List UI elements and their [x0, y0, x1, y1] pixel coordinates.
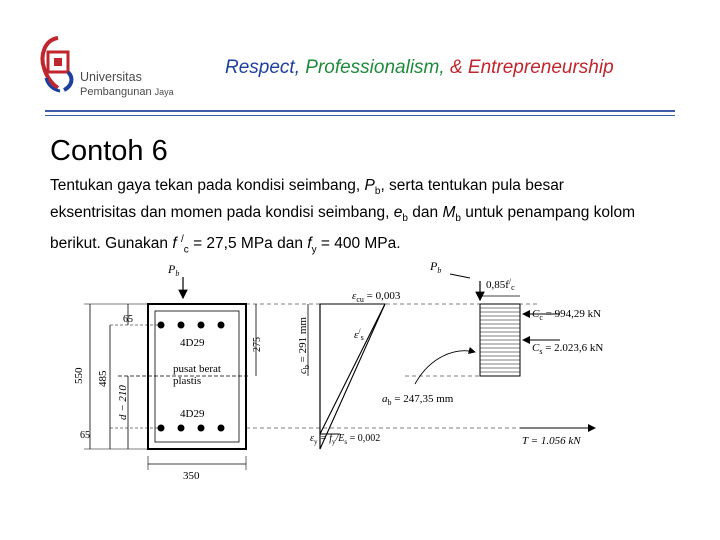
es-prime-label: $\varepsilon^/_s$	[354, 327, 364, 342]
dim-550-label: 550	[73, 367, 85, 384]
rebar-bot-2	[178, 425, 185, 432]
slide-title: Contoh 6	[50, 135, 168, 167]
ey-label: $\varepsilon_y = f_y/E_s = 0,002$	[310, 433, 381, 446]
tagline	[225, 57, 614, 79]
dim-485-label: 485	[97, 370, 109, 387]
bars-bot-label: 4D29	[180, 408, 205, 420]
ab-label: $a_b = 247,35$ mm	[382, 393, 454, 407]
logo-line-jaya-text: Jaya	[154, 87, 174, 97]
rebar-top-2	[178, 322, 185, 329]
university-logo	[38, 34, 188, 104]
t-label: T = 1.056 kN	[522, 435, 581, 447]
rebar-bot-3	[198, 425, 205, 432]
bars-top-label: 4D29	[180, 337, 205, 349]
dim-350-label: 350	[183, 470, 200, 482]
tagline-professionalism: Professionalism,	[305, 57, 450, 78]
tagline-and: &	[449, 57, 468, 78]
ab-leader	[415, 351, 475, 384]
cs-label: $C_s = 2.023,6$ kN	[532, 342, 604, 356]
centroid-label-1: pusat berat	[173, 363, 221, 375]
ecu-label: $\varepsilon_{cu} = 0,003$	[352, 290, 401, 304]
logo-line-pembangunan-text: Pembangunan	[80, 86, 152, 98]
stress-label: $0,85f^/_c$	[486, 277, 515, 292]
dim-275-label: 275	[252, 337, 263, 352]
rebar-top-3	[198, 322, 205, 329]
problem-line-2: eksentrisitas dan momen pada kondisi seimbang, $e_b$ dan $M_b$ untuk penampang kolom	[50, 204, 635, 225]
header-divider-bottom	[45, 115, 675, 116]
pb-left-label: $P_b$	[168, 262, 180, 278]
dim-65-bot-label: 65	[80, 430, 90, 441]
problem-line-1: Tentukan gaya tekan pada kondisi seimbang, $P_b$, serta tentukan pula besar	[50, 177, 564, 198]
logo-line-pembangunan	[80, 86, 174, 98]
problem-statement	[50, 175, 680, 260]
rebar-bot-4	[218, 425, 225, 432]
strain-diagram	[320, 304, 385, 449]
column-section-figure	[70, 252, 630, 484]
centroid-label-2: plastis	[173, 375, 202, 387]
tagline-entrepreneurship: Entrepreneurship	[467, 57, 614, 78]
tagline-respect: Respect,	[225, 57, 306, 78]
cb-label: $c_b = 291$ mm	[297, 317, 311, 374]
upj-logo-icon	[38, 34, 78, 94]
logo-line-universitas: Universitas	[80, 70, 142, 84]
rebar-top-4	[218, 322, 225, 329]
header-divider-top	[45, 110, 675, 112]
cc-label: $C_c = 994,29$ kN	[532, 308, 602, 322]
pb-right-leader	[450, 274, 470, 278]
strain-line	[320, 304, 385, 434]
dim-d210-label: d − 210	[117, 385, 129, 420]
dim-65-top-label: 65	[123, 314, 133, 325]
problem-line-3: berikut. Gunakan f /$_c$ = 27,5 MPa dan $f_y = 400$ MPa.	[50, 234, 401, 256]
pb-right-label: $P_b$	[430, 259, 442, 275]
